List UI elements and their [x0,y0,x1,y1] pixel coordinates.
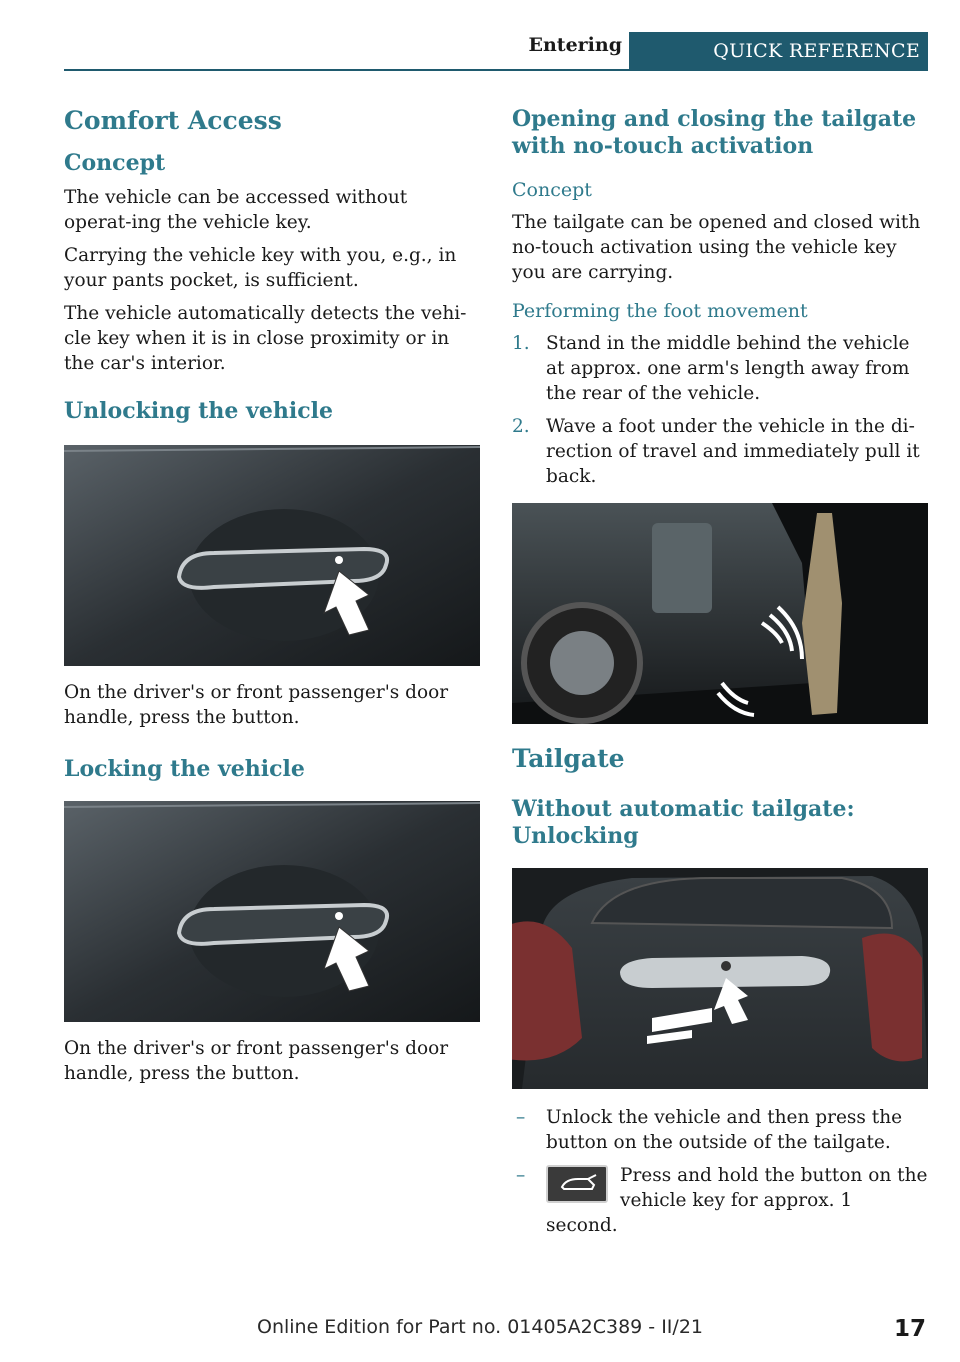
step-number: 1. [512,333,530,354]
concept-paragraph-1: The vehicle can be accessed without operat‐ing the vehicle key. [64,187,408,233]
concept-paragraph-3: The vehicle automatically detects the vehi‐cle key when it is in close proximity or in the car's interior. [64,303,467,374]
list-item [512,1163,928,1238]
page-number: 17 [893,1316,926,1342]
left-column [64,106,480,1094]
list-item [512,414,928,489]
no-touch-title: Opening and closing the tailgate with no-touch activation [512,106,917,159]
step-text: Wave a foot under the vehicle in the di‐rection of travel and immediately pull it back. [546,416,920,487]
tailgate-key-button-icon [546,1165,608,1203]
foot-movement-image [512,503,928,724]
locking-caption: On the driver's or front passenger's door handle, press the button. [64,1038,449,1084]
bullet-text: Press and hold the button on the vehicle key for approx. 1 second. [546,1165,928,1236]
header-tab: QUICK REFERENCE [629,32,928,70]
tailgate-unlock-image [512,868,928,1089]
footer-edition: Online Edition for Part no. 01405A2C389 - II/21 [256,1316,703,1338]
list-item [512,1105,928,1155]
comfort-access-title: Comfort Access [64,106,282,135]
concept-heading: Concept [64,150,166,176]
right-concept-heading: Concept [512,179,592,201]
step-number: 2. [512,416,530,437]
concept-paragraph-2: Carrying the vehicle key with you, e.g., in your pants pocket, is sufficient. [64,245,457,291]
door-handle-unlock-image [64,445,480,666]
bullet-dash: – [516,1165,526,1186]
foot-movement-heading: Performing the foot movement [512,300,808,322]
foot-steps-list [512,331,928,489]
header-section-title: Entering [528,34,622,56]
without-automatic-heading: Without automatic tailgate: Unlocking [512,796,855,849]
unlocking-caption: On the driver's or front passenger's door handle, press the button. [64,682,449,728]
right-column [512,106,928,1246]
bullet-dash: – [516,1107,526,1128]
right-concept-paragraph: The tailgate can be opened and closed with no-touch activation using the vehicle key you are carrying. [512,212,921,283]
locking-heading: Locking the vehicle [64,756,305,782]
tailgate-heading: Tailgate [512,744,625,773]
step-text: Stand in the middle behind the vehicle at approx. one arm's length away from the rear of the vehicle. [546,333,910,404]
bullet-text: Unlock the vehicle and then press the button on the outside of the tailgate. [546,1107,903,1153]
header-rule [64,69,928,71]
door-handle-lock-image [64,801,480,1022]
tailgate-bullet-list [512,1105,928,1238]
list-item [512,331,928,406]
unlocking-heading: Unlocking the vehicle [64,398,333,424]
